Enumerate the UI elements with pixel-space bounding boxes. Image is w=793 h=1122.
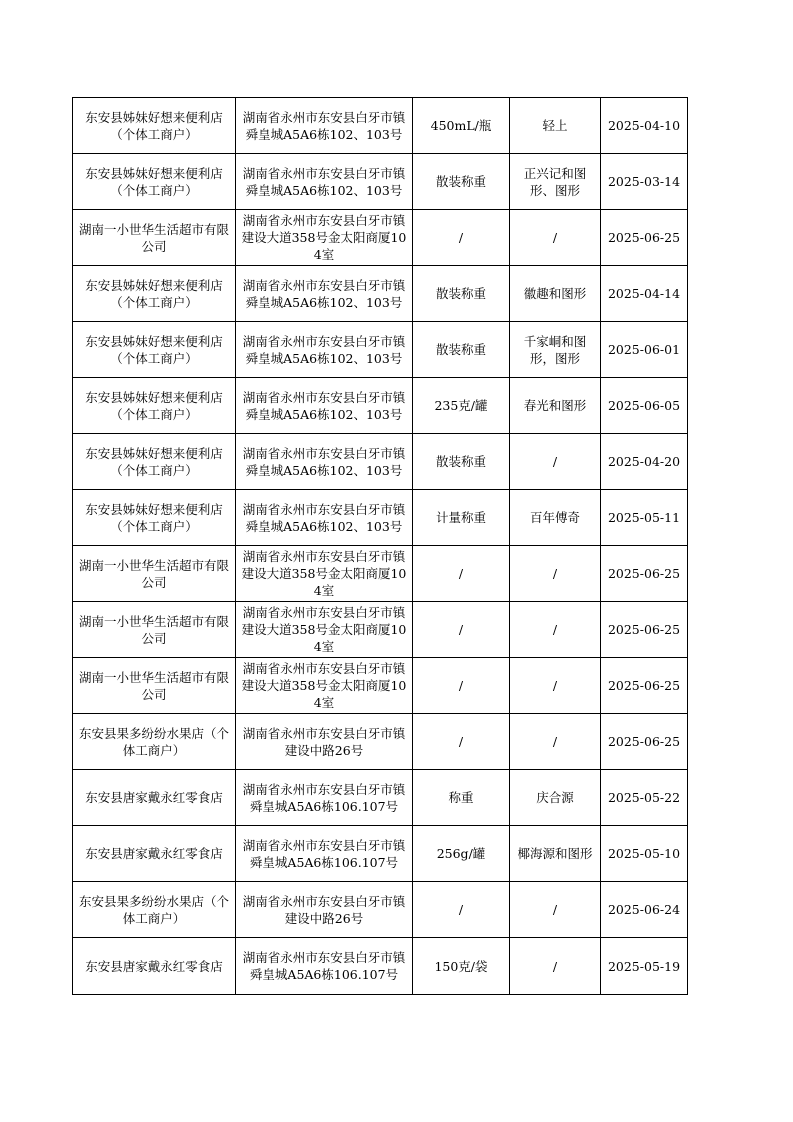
store-name-cell: 东安县姊妹好想来便利店（个体工商户） bbox=[73, 154, 236, 210]
store-address-cell: 湖南省永州市东安县白牙市镇舜皇城A5A6栋102、103号 bbox=[236, 98, 413, 154]
date-cell: 2025-05-11 bbox=[601, 490, 688, 546]
brand-cell: 正兴记和图形、图形 bbox=[510, 154, 601, 210]
store-address-cell: 湖南省永州市东安县白牙市镇建设大道358号金太阳商厦104室 bbox=[236, 602, 413, 658]
table-row bbox=[73, 546, 688, 602]
spec-cell: / bbox=[413, 714, 510, 770]
store-name-cell: 湖南一小世华生活超市有限公司 bbox=[73, 602, 236, 658]
table-row bbox=[73, 714, 688, 770]
spec-cell: / bbox=[413, 658, 510, 714]
brand-cell: / bbox=[510, 210, 601, 266]
brand-cell: 千家峒和图形，图形 bbox=[510, 322, 601, 378]
date-cell: 2025-03-14 bbox=[601, 154, 688, 210]
store-name-cell: 湖南一小世华生活超市有限公司 bbox=[73, 546, 236, 602]
spec-cell: 散装称重 bbox=[413, 322, 510, 378]
store-name-cell: 东安县姊妹好想来便利店（个体工商户） bbox=[73, 98, 236, 154]
date-cell: 2025-06-01 bbox=[601, 322, 688, 378]
store-address-cell: 湖南省永州市东安县白牙市镇建设中路26号 bbox=[236, 882, 413, 938]
date-cell: 2025-04-20 bbox=[601, 434, 688, 490]
brand-cell: / bbox=[510, 546, 601, 602]
table-row bbox=[73, 266, 688, 322]
store-name-cell: 东安县姊妹好想来便利店（个体工商户） bbox=[73, 490, 236, 546]
date-cell: 2025-04-14 bbox=[601, 266, 688, 322]
store-name-cell: 东安县唐家戴永红零食店 bbox=[73, 826, 236, 882]
spec-cell: 散装称重 bbox=[413, 266, 510, 322]
store-name-cell: 东安县姊妹好想来便利店（个体工商户） bbox=[73, 378, 236, 434]
brand-cell: 椰海源和图形 bbox=[510, 826, 601, 882]
table-row bbox=[73, 602, 688, 658]
table-row bbox=[73, 770, 688, 826]
table-row bbox=[73, 322, 688, 378]
brand-cell: / bbox=[510, 434, 601, 490]
brand-cell: 轻上 bbox=[510, 98, 601, 154]
store-name-cell: 东安县姊妹好想来便利店（个体工商户） bbox=[73, 434, 236, 490]
store-address-cell: 湖南省永州市东安县白牙市镇舜皇城A5A6栋106.107号 bbox=[236, 938, 413, 995]
spec-cell: 计量称重 bbox=[413, 490, 510, 546]
store-name-cell: 东安县果多纷纷水果店（个体工商户） bbox=[73, 714, 236, 770]
brand-cell: 百年傅奇 bbox=[510, 490, 601, 546]
brand-cell: 徽趣和图形 bbox=[510, 266, 601, 322]
date-cell: 2025-05-19 bbox=[601, 938, 688, 995]
store-address-cell: 湖南省永州市东安县白牙市镇建设大道358号金太阳商厦104室 bbox=[236, 210, 413, 266]
spec-cell: 450mL/瓶 bbox=[413, 98, 510, 154]
spec-cell: 235克/罐 bbox=[413, 378, 510, 434]
store-name-cell: 东安县果多纷纷水果店（个体工商户） bbox=[73, 882, 236, 938]
spec-cell: / bbox=[413, 882, 510, 938]
store-address-cell: 湖南省永州市东安县白牙市镇舜皇城A5A6栋102、103号 bbox=[236, 154, 413, 210]
table-row bbox=[73, 154, 688, 210]
table-row bbox=[73, 210, 688, 266]
date-cell: 2025-06-25 bbox=[601, 546, 688, 602]
store-address-cell: 湖南省永州市东安县白牙市镇建设大道358号金太阳商厦104室 bbox=[236, 658, 413, 714]
spec-cell: 散装称重 bbox=[413, 434, 510, 490]
brand-cell: / bbox=[510, 882, 601, 938]
spec-cell: 称重 bbox=[413, 770, 510, 826]
store-name-cell: 东安县唐家戴永红零食店 bbox=[73, 770, 236, 826]
spec-cell: 150克/袋 bbox=[413, 938, 510, 995]
table-row bbox=[73, 938, 688, 995]
brand-cell: / bbox=[510, 602, 601, 658]
store-address-cell: 湖南省永州市东安县白牙市镇舜皇城A5A6栋102、103号 bbox=[236, 434, 413, 490]
table-row bbox=[73, 658, 688, 714]
brand-cell: / bbox=[510, 714, 601, 770]
spec-cell: / bbox=[413, 546, 510, 602]
date-cell: 2025-06-25 bbox=[601, 602, 688, 658]
brand-cell: / bbox=[510, 938, 601, 995]
date-cell: 2025-05-22 bbox=[601, 770, 688, 826]
table-row bbox=[73, 882, 688, 938]
brand-cell: 庆合源 bbox=[510, 770, 601, 826]
store-address-cell: 湖南省永州市东安县白牙市镇舜皇城A5A6栋102、103号 bbox=[236, 322, 413, 378]
date-cell: 2025-05-10 bbox=[601, 826, 688, 882]
store-name-cell: 东安县姊妹好想来便利店（个体工商户） bbox=[73, 266, 236, 322]
table-row bbox=[73, 490, 688, 546]
table-row bbox=[73, 826, 688, 882]
date-cell: 2025-06-05 bbox=[601, 378, 688, 434]
table-row bbox=[73, 98, 688, 154]
store-address-cell: 湖南省永州市东安县白牙市镇舜皇城A5A6栋106.107号 bbox=[236, 826, 413, 882]
store-address-cell: 湖南省永州市东安县白牙市镇舜皇城A5A6栋102、103号 bbox=[236, 490, 413, 546]
spec-cell: 散装称重 bbox=[413, 154, 510, 210]
date-cell: 2025-06-24 bbox=[601, 882, 688, 938]
store-address-cell: 湖南省永州市东安县白牙市镇建设中路26号 bbox=[236, 714, 413, 770]
spec-cell: / bbox=[413, 602, 510, 658]
store-address-cell: 湖南省永州市东安县白牙市镇舜皇城A5A6栋102、103号 bbox=[236, 266, 413, 322]
store-name-cell: 东安县姊妹好想来便利店（个体工商户） bbox=[73, 322, 236, 378]
store-address-cell: 湖南省永州市东安县白牙市镇建设大道358号金太阳商厦104室 bbox=[236, 546, 413, 602]
sampling-results-table bbox=[72, 97, 688, 995]
date-cell: 2025-06-25 bbox=[601, 658, 688, 714]
brand-cell: 春光和图形 bbox=[510, 378, 601, 434]
store-address-cell: 湖南省永州市东安县白牙市镇舜皇城A5A6栋106.107号 bbox=[236, 770, 413, 826]
spec-cell: / bbox=[413, 210, 510, 266]
table-body bbox=[73, 98, 688, 995]
date-cell: 2025-04-10 bbox=[601, 98, 688, 154]
store-name-cell: 东安县唐家戴永红零食店 bbox=[73, 938, 236, 995]
date-cell: 2025-06-25 bbox=[601, 210, 688, 266]
table-row bbox=[73, 434, 688, 490]
store-name-cell: 湖南一小世华生活超市有限公司 bbox=[73, 210, 236, 266]
store-name-cell: 湖南一小世华生活超市有限公司 bbox=[73, 658, 236, 714]
table-row bbox=[73, 378, 688, 434]
store-address-cell: 湖南省永州市东安县白牙市镇舜皇城A5A6栋102、103号 bbox=[236, 378, 413, 434]
brand-cell: / bbox=[510, 658, 601, 714]
spec-cell: 256g/罐 bbox=[413, 826, 510, 882]
date-cell: 2025-06-25 bbox=[601, 714, 688, 770]
